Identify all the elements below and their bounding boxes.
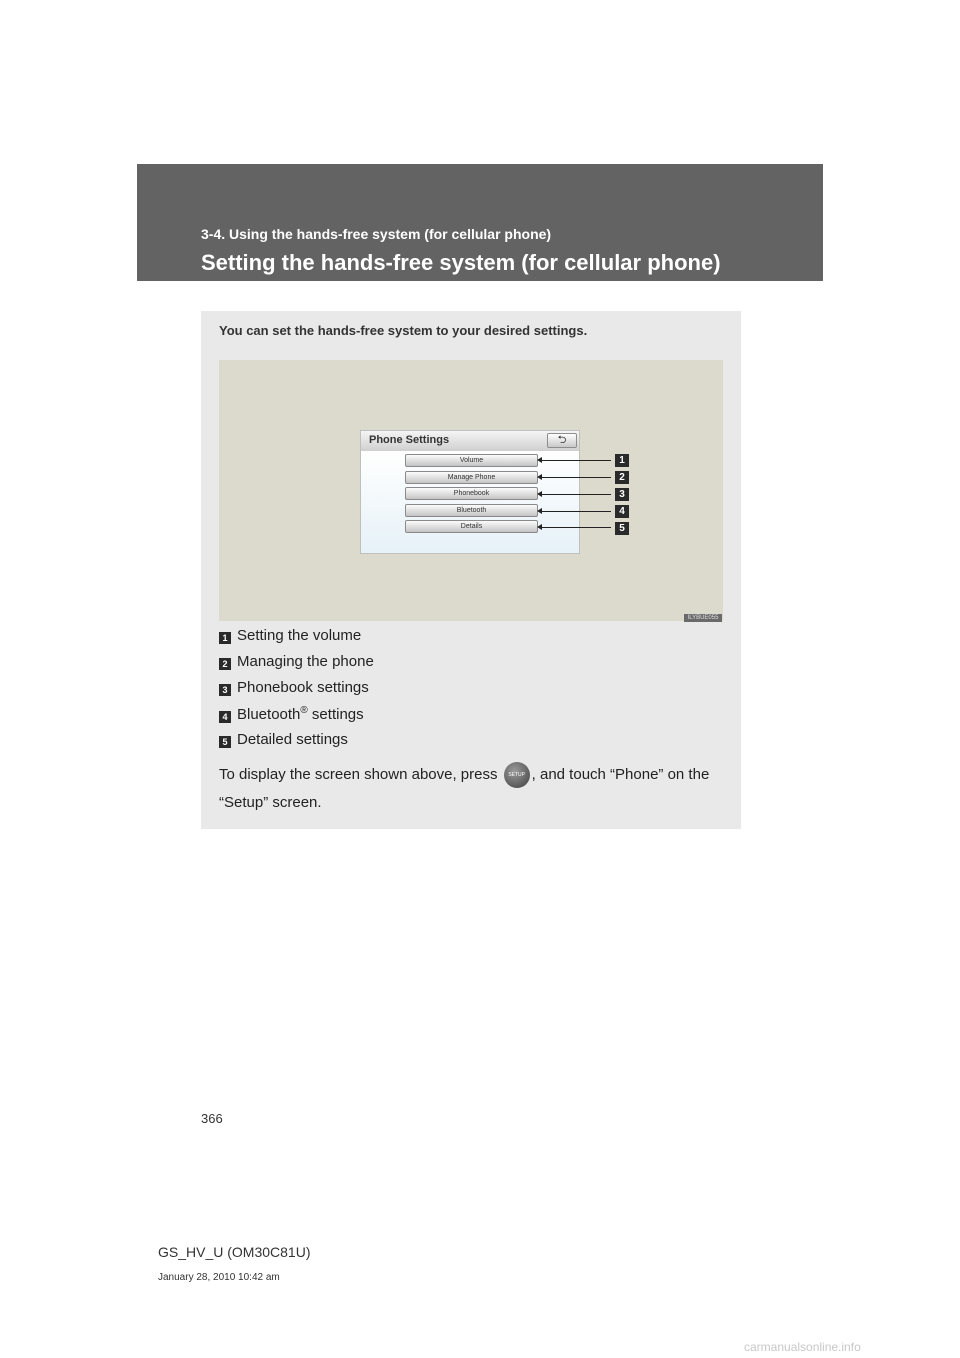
legend-item <box>219 627 361 647</box>
legend-badge-3: 3 <box>219 684 231 696</box>
callout-line <box>541 494 611 495</box>
callout-line <box>541 527 611 528</box>
registered-mark: ® <box>300 705 308 716</box>
legend-item <box>219 731 348 751</box>
document-code: GS_HV_U (OM30C81U) <box>158 1244 311 1260</box>
page-number: 366 <box>201 1111 223 1126</box>
callout-line <box>541 460 611 461</box>
callout-badge-3: 3 <box>615 488 629 501</box>
legend-text: Managing the phone <box>237 653 374 670</box>
page-heading: Setting the hands-free system (for cellular phone) <box>201 250 721 275</box>
callout-line <box>541 511 611 512</box>
legend-text: Setting the volume <box>237 627 362 644</box>
legend-text: Bluetooth <box>237 706 301 723</box>
legend-badge-4: 4 <box>219 711 231 723</box>
figure-code: ILYBUE055 <box>684 614 722 622</box>
note-text: , and touch “Phone” on the “Setup” screen. <box>219 766 710 811</box>
intro-text: You can set the hands-free system to your desired settings. <box>219 323 588 338</box>
legend-item <box>219 653 374 673</box>
callout-badge-1: 1 <box>615 454 629 467</box>
legend-text: Phonebook settings <box>237 679 369 696</box>
legend-text: settings <box>307 706 364 723</box>
screen-body <box>361 451 579 553</box>
document-date: January 28, 2010 10:42 am <box>158 1272 280 1283</box>
setup-button-icon: SETUP <box>504 762 530 788</box>
legend-item <box>219 679 369 699</box>
legend-text: Detailed settings <box>237 731 348 748</box>
figure-illustration <box>219 360 723 621</box>
legend-badge-5: 5 <box>219 736 231 748</box>
legend-badge-2: 2 <box>219 658 231 670</box>
details-button: Details <box>405 520 538 533</box>
back-arrow-icon: ⮌ <box>547 433 577 448</box>
callout-line <box>541 477 611 478</box>
legend-badge-1: 1 <box>219 632 231 644</box>
callout-badge-2: 2 <box>615 471 629 484</box>
phone-settings-screen <box>360 430 580 554</box>
screen-titlebar <box>361 431 579 451</box>
bluetooth-button: Bluetooth <box>405 504 538 517</box>
screen-title: Phone Settings <box>369 434 450 446</box>
instruction-note <box>219 761 729 817</box>
volume-button: Volume <box>405 454 538 467</box>
note-text: To display the screen shown above, press <box>219 766 502 783</box>
legend-item <box>219 705 364 725</box>
callout-badge-4: 4 <box>615 505 629 518</box>
section-label: 3-4. Using the hands-free system (for cellular phone) <box>201 226 552 242</box>
watermark: carmanualsonline.info <box>744 1340 861 1354</box>
callout-badge-5: 5 <box>615 522 629 535</box>
manage-phone-button: Manage Phone <box>405 471 538 484</box>
phonebook-button: Phonebook <box>405 487 538 500</box>
